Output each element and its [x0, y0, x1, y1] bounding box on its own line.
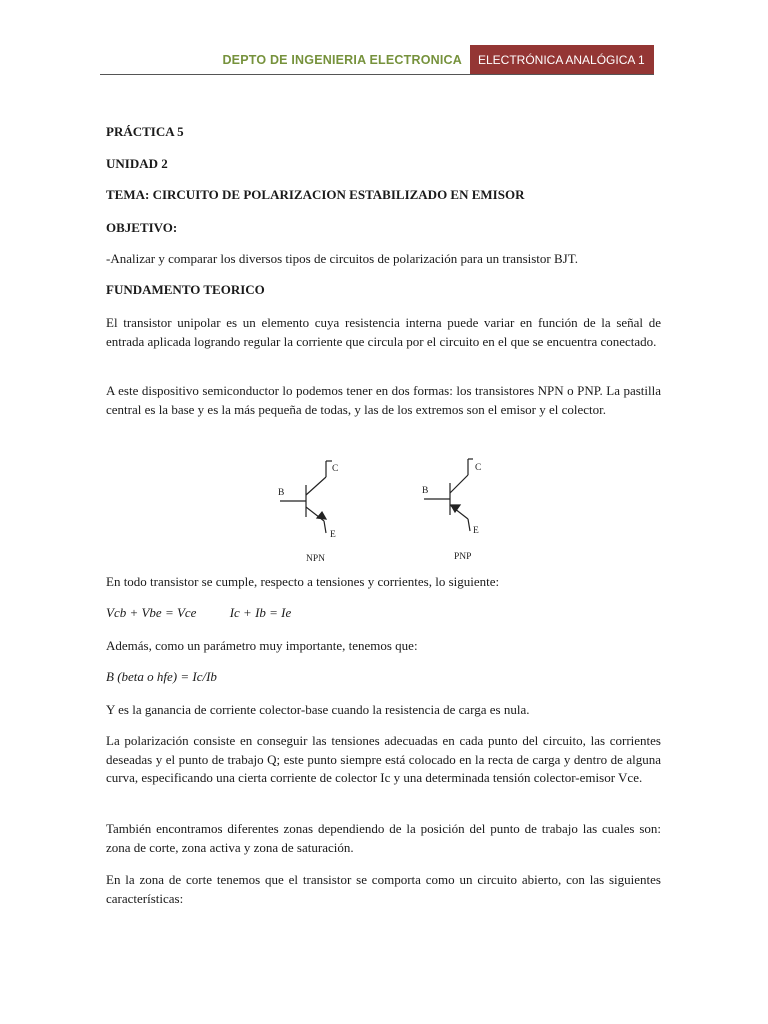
practice-title: PRÁCTICA 5	[106, 124, 184, 139]
paragraph-5: Y es la ganancia de corriente colector-base cuando la resistencia de carga es nula.	[106, 702, 530, 717]
pnp-label: PNP	[454, 552, 472, 562]
page-header	[100, 45, 654, 75]
npn-label: NPN	[306, 554, 326, 564]
pnp-base-label: B	[422, 486, 429, 496]
npn-transistor-symbol	[280, 461, 332, 533]
objective-heading: OBJETIVO:	[106, 220, 178, 235]
pnp-collector-label: C	[475, 463, 482, 473]
voltage-equation: Vcb + Vbe = Vce	[106, 605, 197, 620]
theory-heading: FUNDAMENTO TEORICO	[106, 282, 265, 297]
pnp-transistor-symbol	[424, 459, 473, 531]
paragraph-6: La polarización consiste en conseguir las tensiones adecuadas en cada punto del circuito, las corrientes deseadas y el punto de trabajo Q; este punto siempre está colocado en la recta de carga y dentro de alguna curva, especificando una cierta corriente de colector Ic y una determinada tensión colector-emisor Vce.	[106, 733, 661, 785]
department-label: DEPTO DE INGENIERIA ELECTRONICA	[222, 53, 462, 67]
paragraph-4: Además, como un parámetro muy importante, tenemos que:	[106, 638, 418, 653]
beta-equation: B (beta o hfe) = Ic/Ib	[106, 669, 217, 684]
objective-text: -Analizar y comparar los diversos tipos de circuitos de polarización para un transistor BJT.	[106, 251, 578, 266]
npn-collector-label: C	[332, 464, 339, 474]
transistor-figure	[270, 455, 510, 567]
paragraph-1: El transistor unipolar es un elemento cuya resistencia interna puede variar en función de la señal de entrada aplicada logrando regular la corriente que circula por el circuito en el que se encuentra conectado.	[106, 315, 661, 349]
npn-base-label: B	[278, 488, 285, 498]
paragraph-2: A este dispositivo semiconductor lo podemos tener en dos formas: los transistores NPN o PNP. La pastilla central es la base y es la más pequeña de todas, y las de los extremos son el emisor y el colector.	[106, 383, 661, 417]
npn-emitter-label: E	[330, 530, 336, 540]
current-equation: Ic + Ib = Ie	[229, 605, 292, 620]
paragraph-7: También encontramos diferentes zonas dependiendo de la posición del punto de trabajo las cuales son: zona de corte, zona activa y zona de saturación.	[106, 821, 661, 855]
equation-line	[106, 605, 662, 621]
pnp-emitter-label: E	[473, 526, 479, 536]
course-badge: ELECTRÓNICA ANALÓGICA 1	[470, 45, 654, 74]
paragraph-3: En todo transistor se cumple, respecto a tensiones y corrientes, lo siguiente:	[106, 574, 500, 589]
paragraph-8: En la zona de corte tenemos que el transistor se comporta como un circuito abierto, con las siguientes características:	[106, 872, 661, 906]
unit-title: UNIDAD 2	[106, 156, 168, 171]
topic-title: TEMA: CIRCUITO DE POLARIZACION ESTABILIZADO EN EMISOR	[106, 187, 525, 202]
